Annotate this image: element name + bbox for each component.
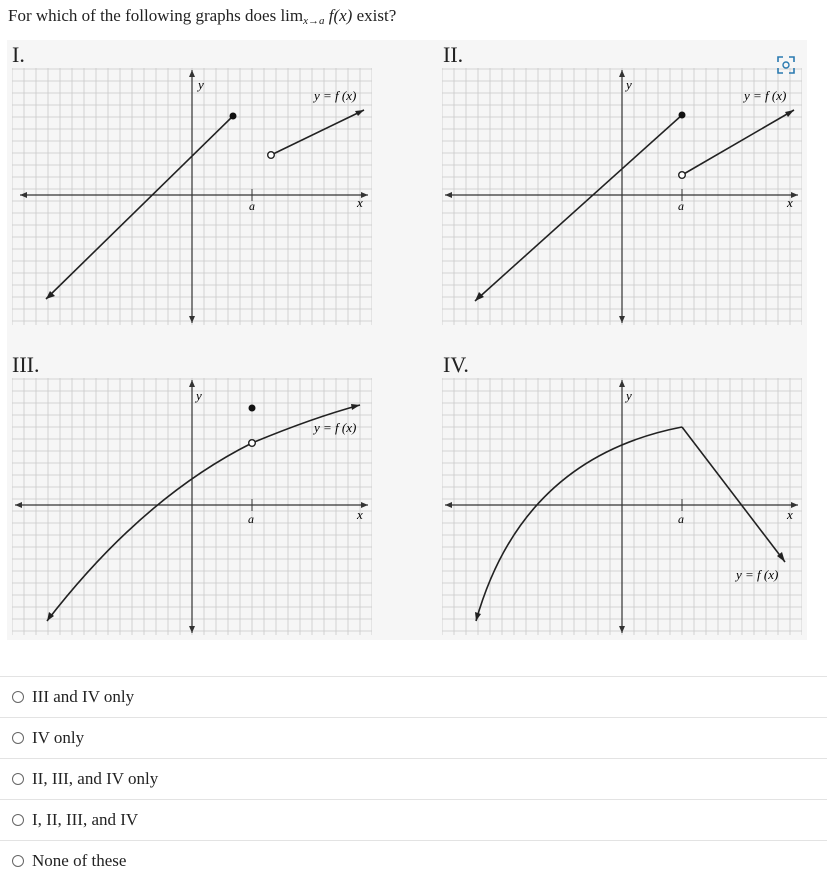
graph-3-y-arrow-up <box>189 380 195 387</box>
choice-1[interactable] <box>0 676 827 717</box>
graph-3-y-label: y <box>196 388 202 403</box>
choice-label: IV only <box>32 728 85 747</box>
choice-label: I, II, III, and IV <box>32 810 139 829</box>
choice-label: III and IV only <box>32 687 135 706</box>
choice-3[interactable] <box>0 758 827 799</box>
graph-1-x-label: x <box>357 195 363 210</box>
graph-4-a-label: a <box>678 512 684 526</box>
answer-choices <box>0 676 827 881</box>
graph-1-open-dot <box>268 152 275 159</box>
graph-4-func-label: y = f (x) <box>736 567 779 582</box>
question-text: For which of the following graphs does $\lim_{x\to a} f(x)$ exist? <box>8 6 397 27</box>
graph-3-numeral: III. <box>12 352 40 377</box>
graph-4-curve-left <box>476 427 682 621</box>
graph-4-y-arrow-down <box>619 626 625 633</box>
graph-3-x-label: x <box>357 507 363 522</box>
radio-button[interactable] <box>12 732 24 744</box>
graph-3-func-label: y = f (x) <box>314 420 357 435</box>
graph-2-x-arrow-left <box>445 192 452 198</box>
graph-1 <box>12 68 372 325</box>
graph-1-closed-dot <box>230 113 237 120</box>
expand-icon-glyph <box>776 55 796 75</box>
graph-3-curve-left <box>47 443 252 621</box>
graph-2-closed-dot <box>679 112 686 119</box>
graph-3-x-arrow-left <box>15 502 22 508</box>
radio-button[interactable] <box>12 814 24 826</box>
expand-icon[interactable] <box>776 55 796 75</box>
graph-1-y-arrow-up <box>189 70 195 77</box>
choice-4[interactable] <box>0 799 827 840</box>
graph-2-y-arrow-down <box>619 316 625 323</box>
graph-4-numeral: IV. <box>443 352 469 377</box>
choice-2[interactable] <box>0 717 827 758</box>
graph-4-x-label: x <box>787 507 793 522</box>
graph-2-y-label: y <box>626 77 632 92</box>
graph-2-a-label: a <box>678 199 684 213</box>
graph-1-y-arrow-down <box>189 316 195 323</box>
radio-button[interactable] <box>12 691 24 703</box>
graph-2-y-arrow-up <box>619 70 625 77</box>
graph-1-curve-left <box>46 116 233 299</box>
graph-3-closed-dot <box>249 405 256 412</box>
graph-2-func-label: y = f (x) <box>744 88 787 103</box>
graph-2-curve-right-arrow <box>785 110 794 117</box>
graph-3-a-label: a <box>248 512 254 526</box>
graph-4-curve-right <box>682 427 785 562</box>
radio-button[interactable] <box>12 855 24 867</box>
graph-4-y-arrow-up <box>619 380 625 387</box>
graph-1-x-arrow-left <box>20 192 27 198</box>
graph-2-open-dot <box>679 172 686 179</box>
graph-1-y-label: y <box>198 77 204 92</box>
graph-3-open-dot <box>249 440 256 447</box>
choice-label: II, III, and IV only <box>32 769 159 788</box>
graph-1-curve-right-arrow <box>355 110 364 116</box>
graph-1-func-label: y = f (x) <box>314 88 357 103</box>
graph-4 <box>442 378 802 635</box>
graph-4-x-arrow-left <box>445 502 452 508</box>
graph-1-numeral: I. <box>12 42 25 67</box>
graph-4-y-label: y <box>626 388 632 403</box>
graph-1-a-label: a <box>249 199 255 213</box>
choice-label: None of these <box>32 851 127 870</box>
graph-3-curve-right-arrow <box>351 404 360 410</box>
graph-3 <box>12 378 372 635</box>
radio-button[interactable] <box>12 773 24 785</box>
graph-2 <box>442 68 802 325</box>
graph-2-numeral: II. <box>443 42 464 67</box>
choice-5[interactable] <box>0 840 827 881</box>
graph-2-x-label: x <box>787 195 793 210</box>
graph-3-y-arrow-down <box>189 626 195 633</box>
